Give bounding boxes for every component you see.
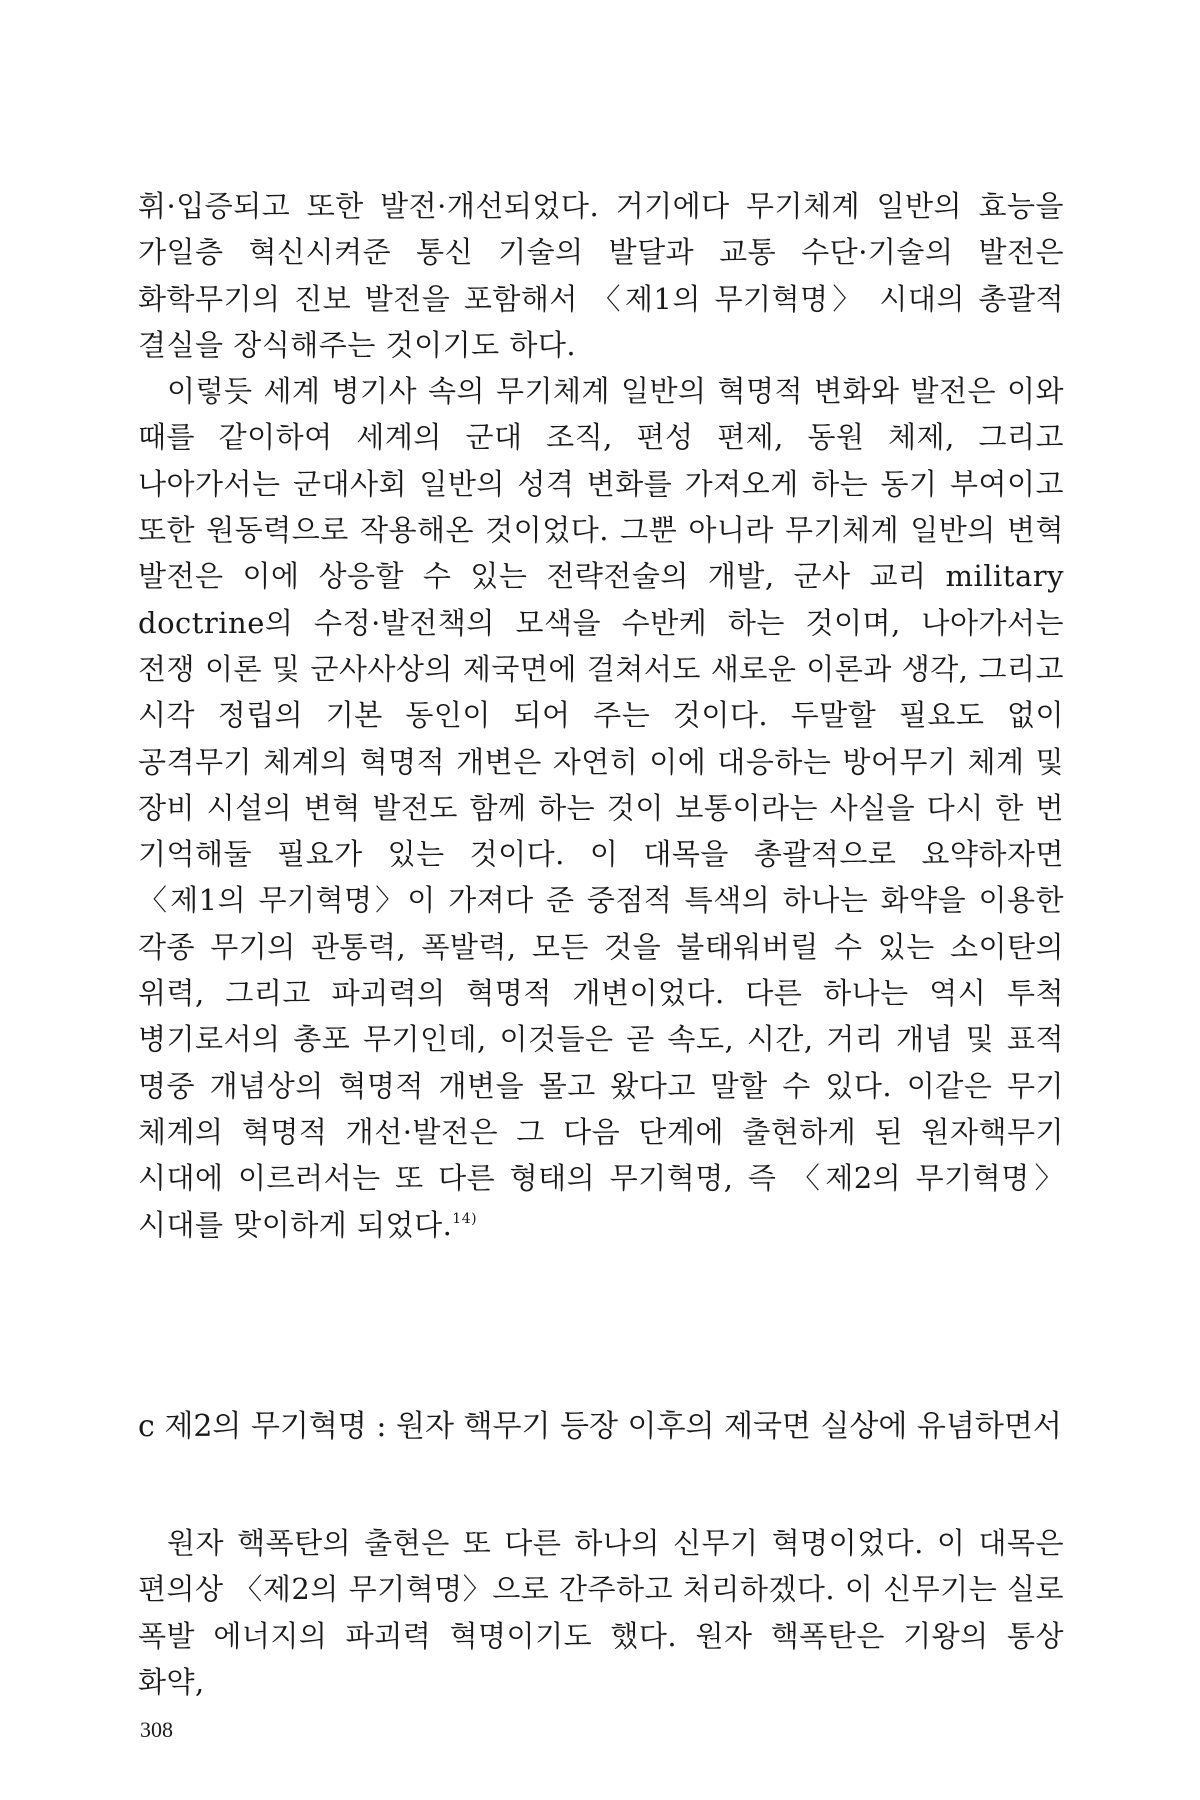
paragraph-atomic-bomb <box>138 1520 1064 1705</box>
paragraph-weapon-systems <box>138 368 1064 1248</box>
paragraph-continuation <box>138 183 1064 368</box>
page-number: 308 <box>140 1717 173 1742</box>
section-heading: c 제2의 무기혁명 : 원자 핵무기 등장 이후의 제국면 실상에 유념하면서 <box>138 1409 1062 1444</box>
paragraph-text: 이렇듯 세계 병기사 속의 무기체계 일반의 혁명적 변화와 발전은 이와 때를 같이하여 세계의 군대 조직, 편성 편제, 동원 체제, 그리고 나아가서는 군대사회 일반의 성격 변화를 가져오게 하는 동기 부여이고 또한 원동력으로 작용해온 것이었다. 그뿐 아니라 무기체계 일반의 변혁 발전은 이에 상응할 수 있는 전략전술의 개발, 군사 교리 military doctrine의 수정·발전책의 모색을 수반케 하는 것이며, 나아가서는 전쟁 이론 및 군사사상의 제국면에 걸쳐서도 새로운 이론과 생각, 그리고 시각 정립의 기본 동인이 되어 주는 것이다. 두말할 필요도 없이 공격무기 체계의 혁명적 개변은 자연히 이에 대응하는 방어무기 체계 및 장비 시설의 변혁 발전도 함께 하는 것이 보통이라는 사실을 다시 한 번 기억해둘 필요가 있는 것이다. 이 대목을 총괄적으로 요약하자면 〈제1의 무기혁명〉이 가져다 준 중점적 특색의 하나는 화약을 이용한 각종 무기의 관통력, 폭발력, 모든 것을 불태워버릴 수 있는 소이탄의 위력, 그리고 파괴력의 혁명적 개변이었다. 다른 하나는 역시 투척 병기로서의 총포 무기인데, 이것들은 곧 속도, 시간, 거리 개념 및 표적 명중 개념상의 혁명적 개변을 몰고 왔다고 말할 수 있다. 이같은 무기 체계의 혁명적 개선·발전은 그 다음 단계에 출현하게 된 원자핵무기 시대에 이르러서는 또 다른 형태의 무기혁명, 즉 〈제2의 무기혁명〉 시대를 맞이하게 되었다. <box>138 374 1064 1242</box>
paragraph-text: 휘·입증되고 또한 발전·개선되었다. 거기에다 무기체계 일반의 효능을 가일층 혁신시켜준 통신 기술의 발달과 교통 수단·기술의 발전은 화학무기의 진보 발전을 포함해서 〈제1의 무기혁명〉 시대의 총괄적 결실을 장식해주는 것이기도 하다. <box>138 189 1064 362</box>
body-text-bottom <box>138 1520 1064 1705</box>
paragraph-text: 원자 핵폭탄의 출현은 또 다른 하나의 신무기 혁명이었다. 이 대목은 편의상 〈제2의 무기혁명〉으로 간주하고 처리하겠다. 이 신무기는 실로 폭발 에너지의 파괴력 혁명이기도 했다. 원자 핵폭탄은 기왕의 통상 화약, <box>138 1526 1064 1699</box>
footnote-marker[interactable]: 14) <box>452 1210 478 1227</box>
body-text-top <box>138 183 1064 1248</box>
